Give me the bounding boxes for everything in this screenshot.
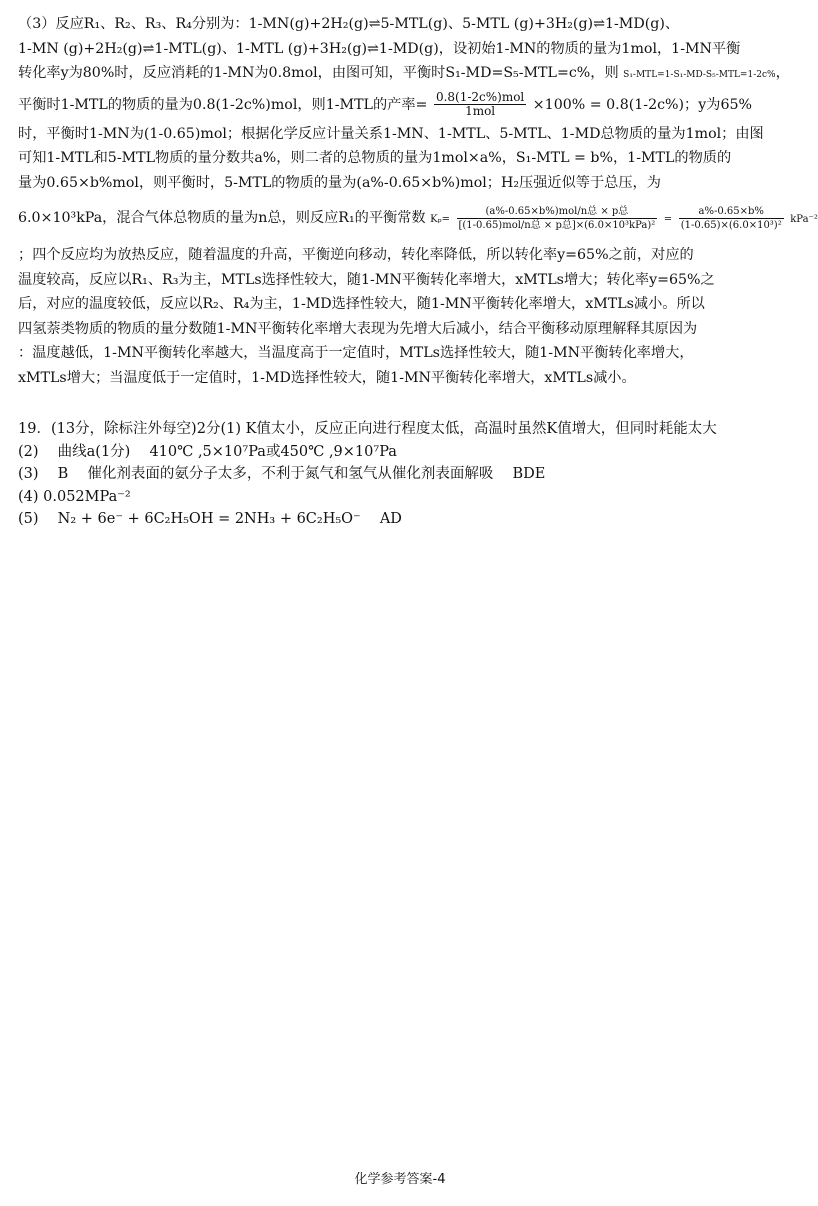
yield-fraction: $\frac{\text{0.8(1-2c\%)mol}}{\text{1mol}}$ [435,90,525,118]
text-line: （3）反应R₁、R₂、R₃、R₄分别为：1-MN(g)+2H₂(g)⇌5-MTL(g)、5-MTL (g)+3H₂(g)⇌1-MD(g)、 [18,16,680,32]
text-line: 后，对应的温度较低，反应以R₂、R₄为主，1-MD选择性较大，随1-MN平衡转化率增大，xMTLs减小。所以 [18,296,705,312]
text-line: ：温度越低，1-MN平衡转化率越大，当温度高于一定值时，MTLs选择性较大，随1-MN平衡转化率增大， [18,345,694,361]
kp-unit: kPa⁻² [790,214,818,225]
q19-line: (4) 0.052MPa⁻² [18,488,131,505]
q19-line: (3) B 催化剂表面的氨分子太多，不利于氮气和氢气从催化剂表面解吸 BDE [18,466,546,482]
selectivity-relation: S₁-MTL=1-S₁-MD-S₅-MTL=1-2c% [623,70,776,80]
text-line: 转化率y为80%时，反应消耗的1-MN为0.8mol，由图可知，平衡时S₁-MD=S₅-MTL=c%，则 S₁-MTL=1-S₁-MD-S₅-MTL=1-2c%， [18,65,790,81]
q19-line: 19．(13分，除标注外每空)2分(1) K值太小，反应正向进行程度太低，高温时虽然K值增大，但同时耗能太大 [18,421,717,437]
text-line: 平衡时1-MTL的物质的量为0.8(1-2c%)mol，则1-MTL的产率= $\frac{\text{0.8(1-2c\%)mol}}{\text{1mol}}$ ×100% = 0.8(1-2c%)；y为65% [18,90,752,118]
question-19-answer [18,418,788,531]
text-line: 可知1-MTL和5-MTL物质的量分数共a%，则二者的总物质的量为1mol×a%，S₁-MTL = b%，1-MTL的物质的 [18,150,732,166]
text-line: 温度较高，反应以R₁、R₃为主，MTLs选择性较大，随1-MN平衡转化率增大，xMTLs增大；转化率y=65%之 [18,271,715,288]
text-line: 四氢萘类物质的物质的量分数随1-MN平衡转化率增大表现为先增大后减小，结合平衡移动原理解释其原因为 [18,320,698,337]
kp-label: Kₚ= [430,214,450,225]
text-line: 1-MN (g)+2H₂(g)⇌1-MTL(g)、1-MTL (g)+3H₂(g)⇌1-MD(g)，设初始1-MN的物质的量为1mol，1-MN平衡 [18,40,741,57]
page-footer: 化学参考答案-4 [354,1172,446,1187]
q19-line: (5) N₂ + 6e⁻ + 6C₂H₅OH = 2NH₃ + 6C₂H₅O⁻ AD [18,511,402,527]
text-line: ；四个反应均为放热反应，随着温度的升高，平衡逆向移动，转化率降低，所以转化率y=65%之前，对应的 [18,247,694,263]
kp-fraction: $\frac{\text{(a\%-0.65×b\%)mol/n总 × p总}}{\text{[(1-0.65)mol/n总 × p总]×(6.0×10³kPa)²}}$ [458,205,656,231]
text-line: xMTLs增大；当温度低于一定值时，1-MD选择性较大，随1-MN平衡转化率增大，xMTLs减小。 [18,369,636,386]
q19-line: (2) 曲线a(1分) 410℃ ,5×10⁷Pa或450℃ ,9×10⁷Pa [18,443,397,460]
text-line: 量为0.65×b%mol，则平衡时，5-MTL的物质的量为(a%-0.65×b%)mol；H₂压强近似等于总压，为 [18,174,661,191]
section-3-answer [18,12,818,390]
text-line: 6.0×10³kPa，混合气体总物质的量为n总，则反应R₁的平衡常数 Kₚ= $\frac{\text{(a\%-0.65×b\%)mol/n总 × p总}}{\text{[(1-0.65)mol/n总 × p总]×(6.0×10³kPa)²}}$ = $\frac{a\%-0.65\times b\%}{\text{(1-0.65)×(6.0×10³)²}}$ kPa⁻² [18,205,818,231]
kp-fraction-simplified: $\frac{a\%-0.65\times b\%}{\text{(1-0.65)×(6.0×10³)²}}$ [680,205,782,231]
text-line: 时，平衡时1-MN为(1-0.65)mol；根据化学反应计量关系1-MN、1-MTL、5-MTL、1-MD总物质的量为1mol；由图 [18,125,764,142]
